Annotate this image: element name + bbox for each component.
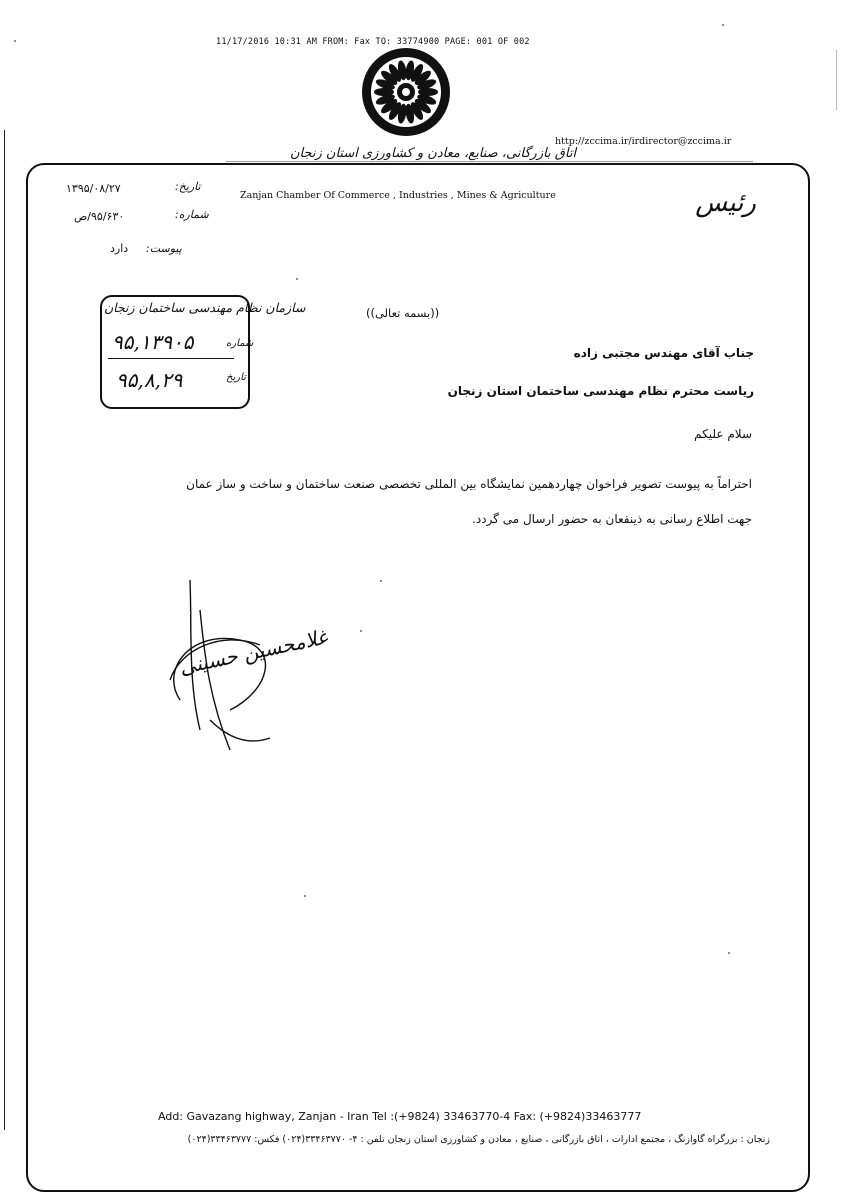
header-rule <box>226 161 753 162</box>
org-contact: http://zccima.ir/irdirector@zccima.ir <box>555 136 732 147</box>
stamp-date-value: ۹۵,۸,۲۹ <box>116 368 183 392</box>
footer-address-en: Add: Gavazang highway, Zanjan - Iran Tel :(+9824) 33463770-4 Fax: (+9824)33463777 <box>158 1110 642 1123</box>
number-value: ۹۵/۶۳۰/ص <box>74 210 125 223</box>
date-value: ۱۳۹۵/۰۸/۲۷ <box>66 182 121 195</box>
signature-name: غلامحسین حسینی <box>177 624 330 680</box>
number-label: شماره: <box>175 208 209 221</box>
stamp-number-label: شماره <box>226 338 254 349</box>
org-name-en: Zanjan Chamber Of Commerce , Industries , Mines & Agriculture <box>240 190 556 201</box>
fax-header: 11/17/2016 10:31 AM FROM: Fax TO: 33774900 PAGE: 001 OF 002 <box>216 37 530 47</box>
chamber-emblem-icon <box>360 46 452 138</box>
body-line-2: جهت اطلاع رسانی به ذینفعان به حضور ارسال می گردد. <box>472 512 752 526</box>
attachment-value: دارد <box>110 242 129 255</box>
stamp-date-label: تاریخ <box>226 372 246 383</box>
attachment-label: پیوست: <box>146 242 182 255</box>
date-label: تاریخ: <box>175 180 201 193</box>
greeting: سلام علیکم <box>694 427 752 441</box>
body-line-1: احتراماً به پیوست تصویر فراخوان چهاردهمین نمایشگاه بین المللی تخصصی صنعت ساختمان و ساخت و ساز عمان <box>186 477 752 491</box>
stamp-number-value: ۹۵,۱۳۹۰۵ <box>112 330 194 354</box>
stamp-title: سازمان نظام مهندسی ساختمان زنجان <box>104 300 306 315</box>
stamp-divider <box>108 358 234 359</box>
org-name-fa: اتاق بازرگانی، صنایع، معادن و کشاورزی استان زنجان <box>290 146 577 161</box>
footer-address-fa: زنجان : بزرگراه گاوازنگ ، مجتمع ادارات ، اتاق بازرگانی ، صنایع ، معادن و کشاورزی استان زنجان تلفن : ۴- ۳۳۴۶۳۷۷۰(۰۲۴) فکس: ۳۳۴۶۳۷۷۷(۰۲۴) <box>187 1134 770 1145</box>
bismillah: ((بسمه تعالی)) <box>366 306 440 320</box>
office-title: رئیس <box>695 188 756 218</box>
addressee: جناب آقای مهندس مجتبی زاده <box>573 346 754 360</box>
addressee-title: ریاست محترم نظام مهندسی ساختمان استان زنجان <box>447 384 754 398</box>
